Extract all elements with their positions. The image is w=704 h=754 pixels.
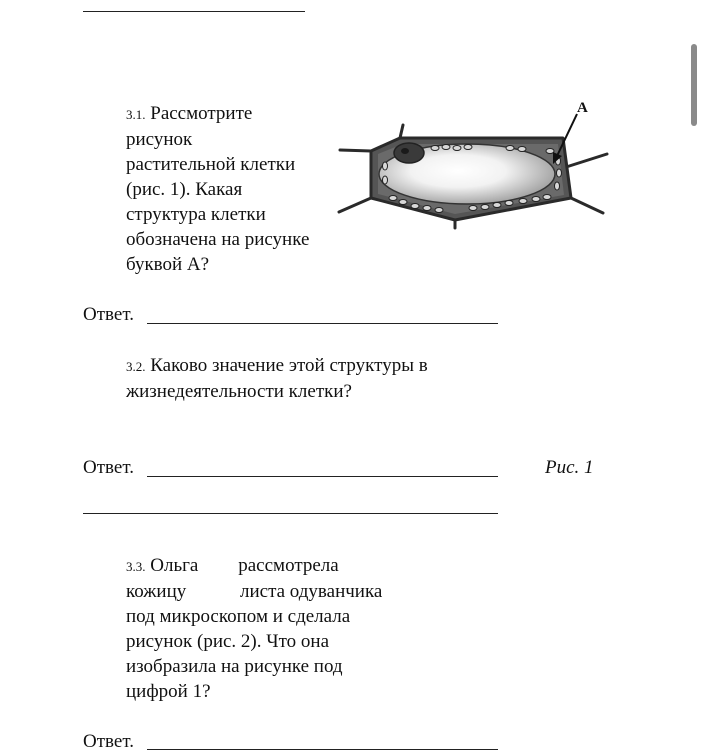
answer-line[interactable]: [147, 749, 498, 750]
label-a: A: [577, 100, 588, 116]
question-3-2-number: 3.2.: [126, 359, 146, 374]
question-3-1-line: обозначена на рисунке: [126, 229, 310, 250]
question-3-3-line: изобразила на рисунке под: [126, 656, 343, 677]
question-3-2-line: жизнедеятельности клетки?: [126, 381, 352, 402]
question-3-1-line: буквой А?: [126, 254, 210, 275]
answer-line-extra[interactable]: [83, 513, 498, 514]
question-3-3-line: рисунок (рис. 2). Что она: [126, 631, 330, 652]
question-3-3-word: рассмотрела: [238, 555, 339, 576]
question-3-3: [126, 553, 382, 704]
question-3-1-line: (рис. 1). Какая: [126, 179, 243, 200]
pointer-line: [557, 114, 577, 156]
nucleus: [394, 143, 424, 163]
answer-line[interactable]: [147, 476, 498, 477]
question-3-3-word: кожицу: [126, 581, 187, 602]
answer-label: Ответ.: [83, 304, 134, 325]
question-3-1-line: растительной клетки: [126, 154, 296, 175]
figure-caption: Рис. 1: [545, 457, 594, 478]
question-3-3-word: листа одуванчика: [240, 581, 383, 602]
answer-label: Ответ.: [83, 731, 134, 752]
question-3-2: [126, 353, 428, 404]
answer-label: Ответ.: [83, 457, 134, 478]
top-line: [83, 11, 305, 12]
question-3-1-line: структура клетки: [126, 204, 266, 225]
question-3-2-line: Каково значение этой структуры в: [150, 355, 428, 376]
question-3-3-number: 3.3.: [126, 559, 146, 574]
scrollbar-thumb[interactable]: [691, 44, 697, 126]
question-3-3-line: под микроскопом и сделала: [126, 606, 351, 627]
question-3-1-line: Рассмотрите: [150, 103, 253, 124]
question-3-3-line: цифрой 1?: [126, 681, 211, 702]
question-3-3-word: Ольга: [150, 555, 199, 576]
question-3-1-line: рисунок: [126, 129, 193, 150]
plant-cell-figure: [335, 98, 615, 234]
answer-line[interactable]: [147, 323, 498, 324]
question-3-1-number: 3.1.: [126, 107, 146, 122]
question-3-1: [126, 101, 309, 277]
